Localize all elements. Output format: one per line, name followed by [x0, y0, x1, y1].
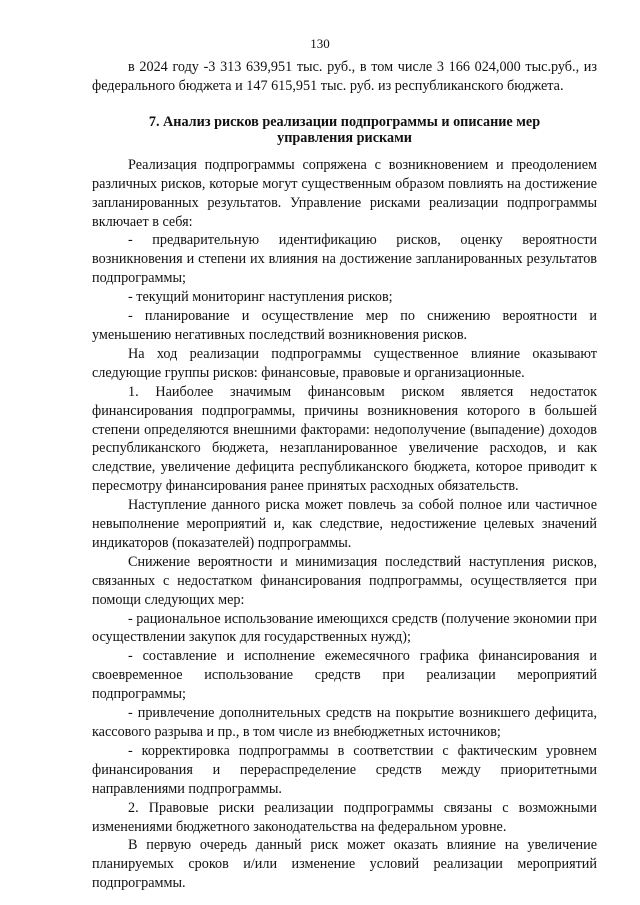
- list-item-adjustment: - корректировка подпрограммы в соответствии с фактическим уровнем финансирования и перераспределение средств между приоритетными направлениями подпрограммы.: [92, 742, 597, 797]
- list-item-identification: - предварительную идентификацию рисков, оценку вероятности возникновения и степени их влияния на достижение запланированных результатов подпрограммы;: [92, 232, 597, 287]
- list-item-additional-funds: - привлечение дополнительных средств на покрытие возникшего дефицита, кассового разрыва и пр., в том числе из внебюджетных источников;: [92, 705, 597, 740]
- list-item-planning: - планирование и осуществление мер по снижению вероятности и уменьшению негативных последствий возникновения рисков.: [92, 308, 597, 343]
- paragraph-budget-2024: в 2024 году -3 313 639,951 тыс. руб., в том числе 3 166 024,000 тыс.руб., из федерального бюджета и 147 615,951 тыс. руб. из республиканского бюджета.: [92, 59, 597, 94]
- page-number: 130: [310, 36, 330, 51]
- paragraph-financial-risk: 1. Наиболее значимым финансовым риском является недостаток финансирования подпрограммы, причины возникновения которого в большей степени определяются внешними факторами: недополучение (выпадение) доходов республиканского бюджета, незапланированное увеличение расходов, и как следствие, увеличение дефицита республиканского бюджета, которое приводит к пересмотру финансирования ранее принятых расходных обязательств.: [92, 383, 597, 495]
- list-item-rational-use: - рациональное использование имеющихся средств (получение экономии при осуществлении закупок для государственных нужд);: [92, 610, 597, 646]
- list-item-schedule: - составление и исполнение ежемесячного графика финансирования и своевременное использование средств при реализации мероприятий подпрограммы;: [92, 648, 597, 703]
- paragraph-legal-risk: 2. Правовые риски реализации подпрограммы связаны с возможными изменениями бюджетного законодательства на федеральном уровне.: [92, 799, 597, 835]
- document-body: [92, 58, 597, 893]
- paragraph-risk-consequences: Наступление данного риска может повлечь за собой полное или частичное невыполнение мероприятий и, как следствие, недостижение целевых значений индикаторов (показателей) подпрограммы.: [92, 497, 597, 551]
- paragraph-legal-impact: В первую очередь данный риск может оказать влияние на увеличение планируемых сроков и/или изменение условий реализации мероприятий подпрограммы.: [92, 837, 597, 892]
- section-heading: 7. Анализ рисков реализации подпрограммы и описание мер управления рисками: [148, 113, 541, 146]
- paragraph-risk-mitigation: Снижение вероятности и минимизация последствий наступления рисков, связанных с недостатком финансирования подпрограммы, осуществляется при помощи следующих мер:: [92, 553, 597, 608]
- list-item-monitoring: - текущий мониторинг наступления рисков;: [128, 289, 393, 306]
- paragraph-risk-groups: На ход реализации подпрограммы существенное влияние оказывают следующие группы рисков: финансовые, правовые и организационные.: [92, 345, 597, 381]
- paragraph-intro: Реализация подпрограммы сопряжена с возникновением и преодолением различных рисков, которые могут существенным образом повлиять на достижение запланированных результатов. Управление рисками реализации подпрограммы включает в себя:: [92, 156, 597, 230]
